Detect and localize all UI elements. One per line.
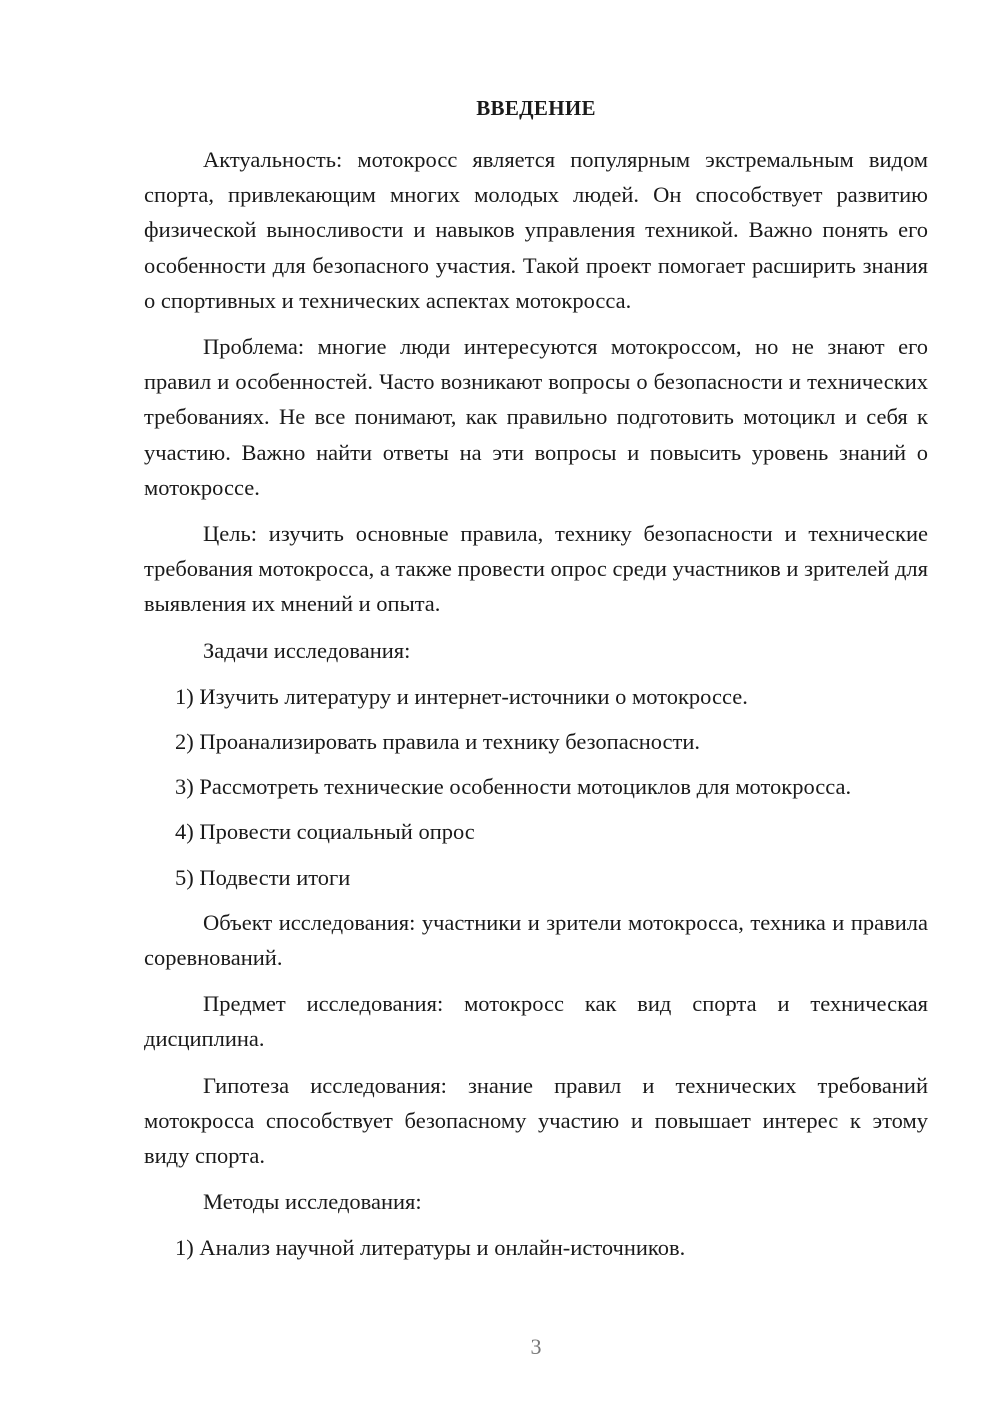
methods-title: Методы исследования: [203, 1189, 422, 1215]
tasks-title: Задачи исследования: [203, 637, 411, 663]
page-number: 3 [530, 1334, 542, 1359]
task-item-4: 4) Провести социальный опрос [175, 819, 475, 845]
paragraph-relevance: Актуальность: мотокросс является популярным экстремальным видом спорта, привлекающим многих молодых людей. Он способствует развитию физической выносливости и навыков управления техникой. Важно понять его особенности для безопасного участия. Такой проект помогает расширить знания о спортивных и технических аспектах мотокросса. [144, 147, 928, 313]
task-item-3: 3) Рассмотреть технические особенности мотоциклов для мотокросса. [175, 774, 852, 800]
paragraph-subject: Предмет исследования: мотокросс как вид спорта и техническая дисциплина. [144, 991, 928, 1052]
paragraph-problem: Проблема: многие люди интересуются мотокроссом, но не знают его правил и особенностей. Часто возникают вопросы о безопасности и технических требованиях. Не все понимают, как правильно подготовить мотоцикл и себя к участию. Важно найти ответы на эти вопросы и повысить уровень знаний о мотокроссе. [144, 334, 928, 500]
paragraph-object: Объект исследования: участники и зрители мотокросса, техника и правила соревнований. [144, 909, 928, 971]
task-item-1: 1) Изучить литературу и интернет-источники о мотокроссе. [175, 683, 748, 709]
task-item-2: 2) Проанализировать правила и технику безопасности. [175, 729, 701, 755]
method-item-1: 1) Анализ научной литературы и онлайн-источников. [175, 1235, 686, 1261]
page-title: ВВЕДЕНИЕ [476, 96, 596, 120]
document-body [144, 142, 928, 1276]
task-item-5: 5) Подвести итоги [175, 864, 351, 890]
paragraph-goal: Цель: изучить основные правила, технику безопасности и технические требования мотокросса, а также провести опрос среди участников и зрителей для выявления их мнений и опыта. [144, 521, 928, 617]
paragraph-hypothesis: Гипотеза исследования: знание правил и технических требований мотокросса способствует безопасному участию и повышает интерес к этому виду спорта. [144, 1072, 928, 1169]
